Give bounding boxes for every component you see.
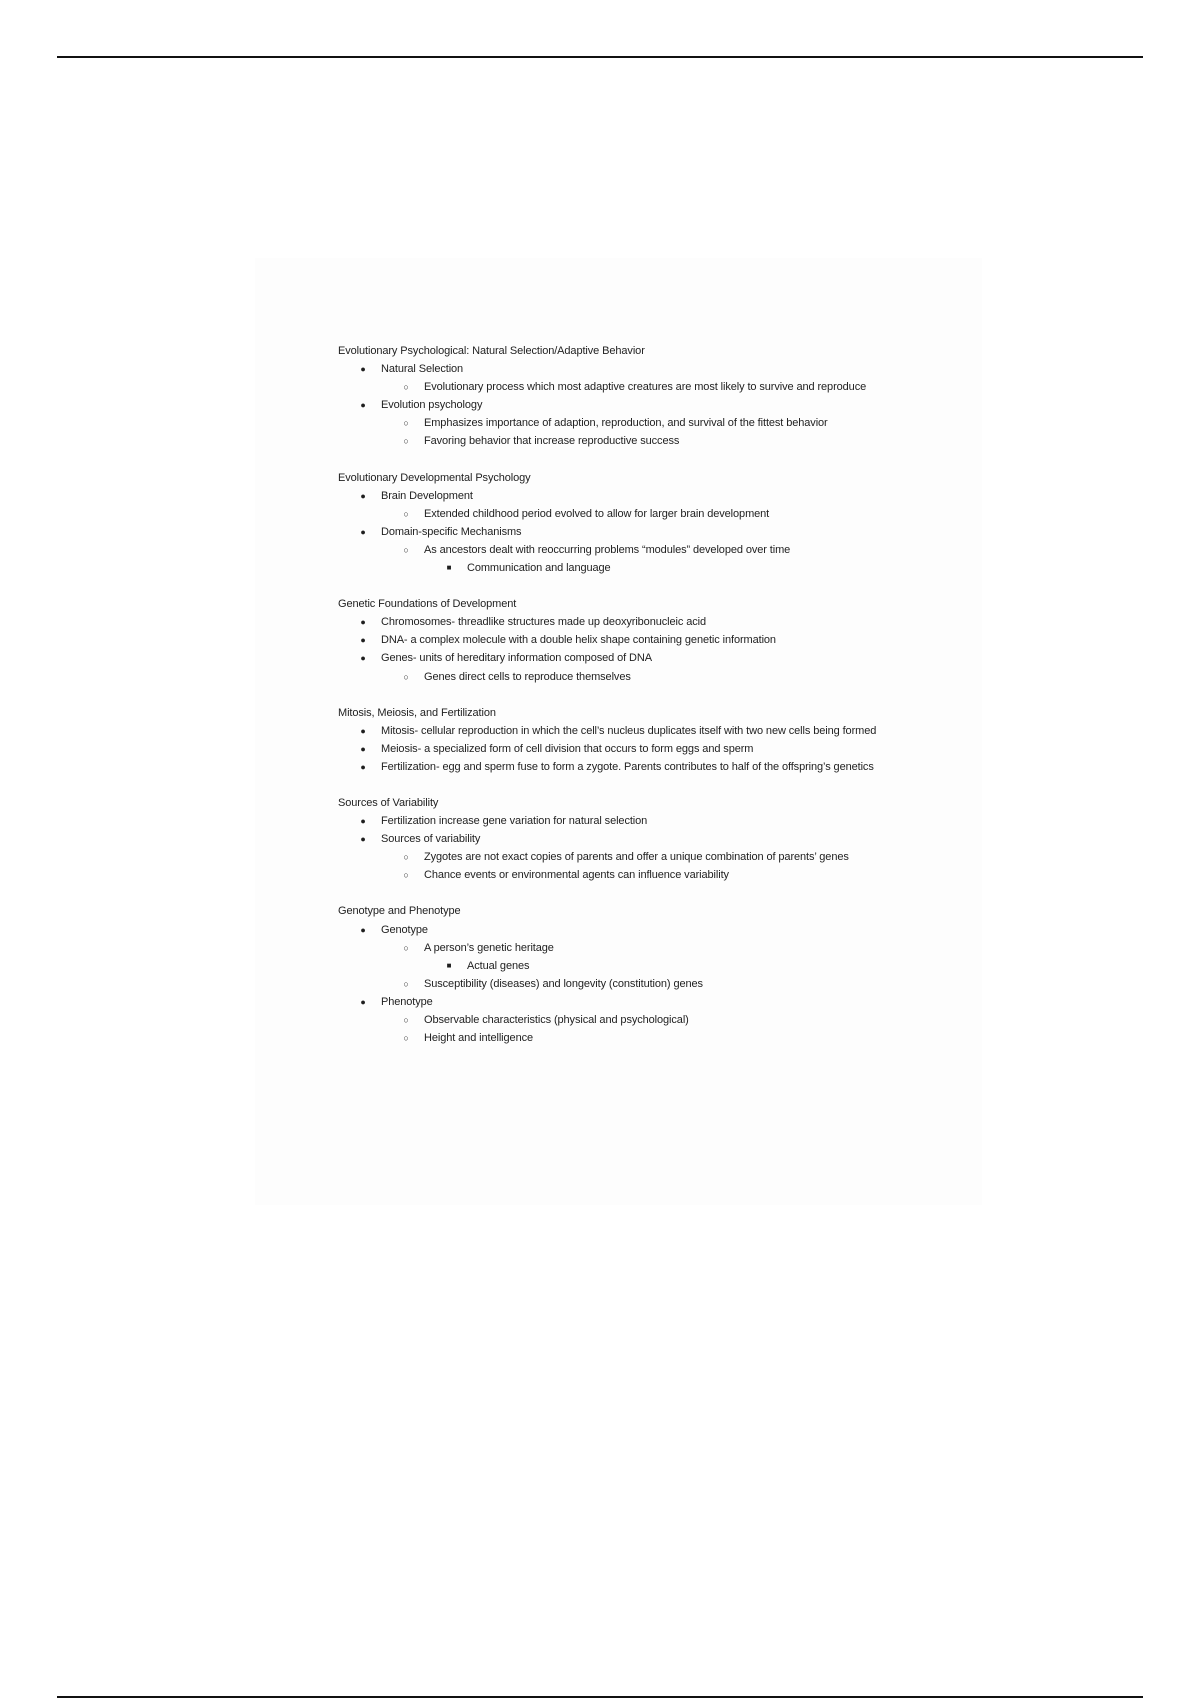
bullet-list-level-2 [381,939,898,993]
section-title: Sources of Variability [338,796,439,809]
bullet-icon: ○ [403,870,409,881]
bullet-list-level-2 [381,378,898,396]
list-item-text: Communication and language [467,562,611,575]
list-item-text: Actual genes [467,959,530,972]
bullet-icon: ● [360,996,366,1007]
list-item-text: Genes- units of hereditary information composed of DNA [381,652,652,665]
bullet-list-level-2 [381,668,898,686]
outline-section [338,704,898,776]
list-item-text: Natural Selection [381,363,464,376]
bullet-icon: ■ [446,960,452,970]
list-item [338,830,898,884]
list-item-text: Genotype [381,923,428,936]
bullet-list-level-3 [424,559,898,577]
list-item [381,866,898,884]
bullet-list-level-2 [381,1011,898,1047]
list-item [338,758,898,776]
bullet-icon: ○ [403,942,409,953]
list-item-text: Observable characteristics (physical and psychological) [424,1014,689,1026]
bullet-icon: ○ [403,1015,409,1025]
bullet-list-level-3 [424,957,898,975]
bullet-icon: ● [360,617,366,628]
document-content [338,342,898,1065]
list-item-text: Zygotes are not exact copies of parents and offer a unique combination of parents’ genes [424,851,849,864]
list-item-text: Genes direct cells to reproduce themselves [424,670,631,683]
bullet-icon: ○ [403,1033,409,1044]
bullet-icon: ● [360,743,366,754]
list-item-text: Chromosomes- threadlike structures made up deoxyribonucleic acid [381,616,706,629]
bullet-icon: ● [360,490,366,501]
list-item-text: As ancestors dealt with reoccurring problems “modules” developed over time [424,543,791,556]
list-item-text: Chance events or environmental agents can influence variability [424,869,729,882]
bullet-icon: ● [360,816,366,827]
list-item-text: Mitosis- cellular reproduction in which the cell’s nucleus duplicates itself with two new cells being formed [381,724,877,737]
section-title: Genetic Foundations of Development [338,598,517,611]
bullet-icon: ○ [403,418,409,429]
bullet-icon: ● [360,761,366,772]
list-item [338,396,898,450]
bullet-icon: ○ [403,544,409,555]
list-item-text: Meiosis- a specialized form of cell division that occurs to form eggs and sperm [381,742,754,755]
bullet-icon: ○ [403,978,409,989]
list-item-text: Susceptibility (diseases) and longevity (constitution) genes [424,977,703,990]
list-item [338,523,898,577]
section-title: Genotype and Phenotype [338,905,461,918]
section-title: Mitosis, Meiosis, and Fertilization [338,706,496,719]
list-item-text: Height and intelligence [424,1032,534,1045]
bullet-list-level-2 [381,505,898,523]
list-item-text: Evolution psychology [381,399,483,412]
list-item [338,812,898,830]
bullet-list-level-2 [381,541,898,577]
list-item-text: Emphasizes importance of adaption, reproduction, and survival of the fittest behavior [424,417,828,430]
bullet-icon: ● [360,526,366,537]
bullet-icon: ○ [403,436,409,447]
list-item [381,378,898,396]
outline-section [338,902,898,1047]
bullet-icon: ● [360,834,366,845]
bullet-icon: ○ [403,671,409,682]
list-item [381,848,898,866]
bullet-icon: ● [360,635,366,646]
list-item [338,740,898,758]
list-item-text: Fertilization increase gene variation for natural selection [381,815,648,828]
list-item-text: Favoring behavior that increase reproductive success [424,435,680,448]
outline-section [338,469,898,578]
list-item [338,722,898,740]
bullet-list-level-2 [381,848,898,884]
bullet-icon: ● [360,725,366,736]
outline-section [338,595,898,685]
list-item [381,432,898,450]
bottom-rule [57,1696,1143,1698]
list-item [338,649,898,685]
bullet-icon: ● [360,924,366,935]
list-item-text: DNA- a complex molecule with a double helix shape containing genetic information [381,634,776,647]
section-title: Evolutionary Developmental Psychology [338,471,531,484]
list-item [381,414,898,432]
bullet-list-level-1 [338,921,898,1048]
list-item-text: Fertilization- egg and sperm fuse to form a zygote. Parents contributes to half of the offspring’s genetics [381,760,874,773]
bullet-icon: ○ [403,508,409,519]
list-item [338,631,898,649]
list-item [424,559,898,577]
list-item-text: Extended childhood period evolved to allow for larger brain development [424,507,770,520]
bullet-icon: ● [360,364,366,375]
bullet-icon: ● [360,653,366,664]
bullet-list-level-1 [338,487,898,577]
list-item [381,668,898,686]
outline-section [338,342,898,451]
list-item-text: Brain Development [381,489,473,502]
list-item [338,487,898,523]
list-item [338,993,898,1047]
list-item [381,975,898,993]
bullet-icon: ○ [403,852,409,863]
list-item-text: Domain-specific Mechanisms [381,525,522,538]
bullet-icon: ■ [446,563,452,573]
list-item-text: Sources of variability [381,833,481,846]
list-item [424,957,898,975]
list-item [338,613,898,631]
outline-section [338,794,898,884]
bullet-list-level-1 [338,722,898,776]
bullet-icon: ○ [403,382,409,393]
list-item [338,921,898,993]
list-item-text: A person’s genetic heritage [424,941,554,954]
list-item-text: Phenotype [381,995,433,1008]
bullet-list-level-2 [381,414,898,450]
top-rule [57,56,1143,58]
list-item [381,939,898,975]
bullet-list-level-1 [338,360,898,450]
list-item [381,1029,898,1047]
list-item [381,505,898,523]
list-item [381,541,898,577]
bullet-list-level-1 [338,613,898,685]
bullet-icon: ● [360,400,366,411]
list-item [338,360,898,396]
bullet-list-level-1 [338,812,898,884]
list-item-text: Evolutionary process which most adaptive creatures are most likely to survive and reproduce [424,381,867,394]
list-item [381,1011,898,1029]
section-title: Evolutionary Psychological: Natural Selection/Adaptive Behavior [338,345,645,357]
